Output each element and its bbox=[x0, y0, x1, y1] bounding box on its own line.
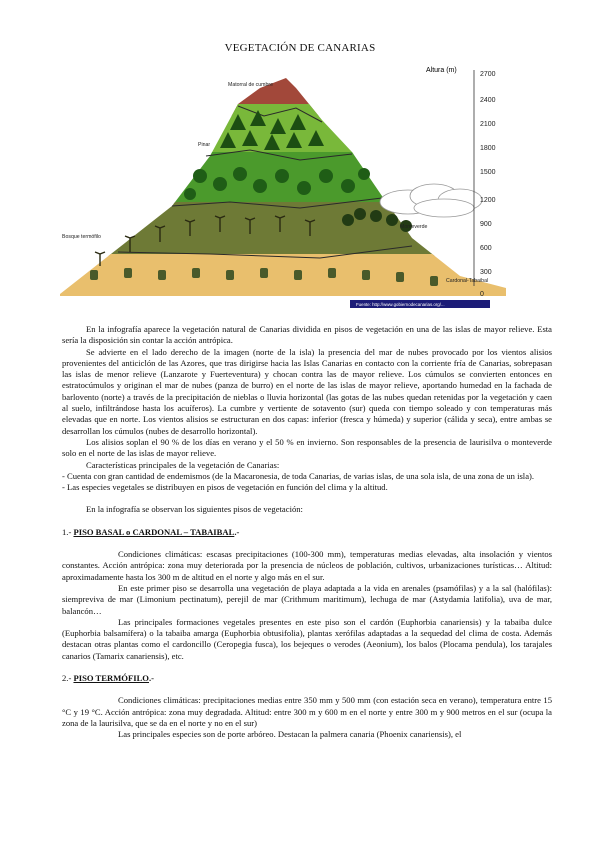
label-bosque: Bosque termófilo bbox=[62, 234, 101, 240]
altitude-label: Altura (m) bbox=[426, 67, 457, 74]
tick-label: 2400 bbox=[480, 97, 496, 104]
paragraph: Condiciones climáticas: escasas precipitaciones (100-300 mm), temperaturas medias elevadas, alta insolación y vientos constantes. Acción antrópica: zona muy deteriorada por la presencia de núcleos de población, cultivos, urbanizaciones turísticas… Altitud: aproximadamente hasta los 300 m de altitud en el norte y algo más en el sur. bbox=[62, 549, 552, 582]
section-heading-2: 2.- PISO TERMÓFILO.- bbox=[62, 673, 155, 684]
tick-label: 1800 bbox=[480, 145, 496, 152]
paragraph: Se advierte en el lado derecho de la imagen (norte de la isla) la presencia del mar de nubes provocado por los vientos alisios provenientes del anticiclón de las Azores, que tras dirigirse hacia las Islas Canarias en contacto con la corriente fría de Canarias, sobrepasan las islas de menor relieve (Lanzarote y Fuerteventura) y chocan contra las de mayor relieve. Los cúmulos se convierten entonces en estratocúmulos y originan el mar de nubes (panza de burro) en el norte de las islas de mayor relieve, aportando humedad en la fachada de barlovento (norte) a través de la precipitación de nieblas o lluvia horizontal (las gotas de las nubes quedan retenidas por la vegetación y caen al suelo, infiltrándose hasta los acuíferos). La cumbre y vertiente de sotavento (sur) queda con tiempo soleado y con temperaturas más elevadas que en norte. Los vientos alisios se estructuran en dos capas: inferior (fresca y húmeda) y superior (cálida y seca), entre ambas se desarrollan los cúmulos (nubes de desarrollo horizontal). bbox=[62, 346, 552, 436]
tick-label: 600 bbox=[480, 245, 492, 252]
label-summit: Matorral de cumbre bbox=[228, 82, 273, 88]
list-item: - Las especies vegetales se distribuyen en pisos de vegetación en función del clima y la altitud. bbox=[62, 482, 388, 493]
label-cardonal: Cardonal-Tabaibal bbox=[446, 278, 489, 284]
section-heading-1: 1.- PISO BASAL o CARDONAL – TABAIBAL.- bbox=[62, 526, 240, 537]
tick-label: 0 bbox=[480, 291, 484, 298]
figure-credit: Fuente: http://www.gobiernodecanarias.org/... bbox=[356, 302, 445, 307]
tick-label: 1200 bbox=[480, 197, 496, 204]
paragraph: En la infografía aparece la vegetación natural de Canarias dividida en pisos de vegetación en una de las islas de mayor relieve. Esta sería la disposición sin contar la acción antrópica. bbox=[62, 324, 552, 346]
vegetation-infographic bbox=[60, 56, 506, 310]
label-monteverde: Monteverde bbox=[400, 224, 428, 230]
paragraph: En la infografía se observan los siguientes pisos de vegetación: bbox=[86, 504, 303, 515]
tick-label: 900 bbox=[480, 221, 492, 228]
paragraph: Características principales de la vegetación de Canarias: bbox=[86, 459, 280, 470]
paragraph: Los alisios soplan el 90 % de los días en verano y el 50 % en invierno. Son responsables de la presencia de laurisilva o monteverde solo en el norte de las islas de mayor relieve. bbox=[62, 436, 552, 459]
paragraph: En este primer piso se desarrolla una vegetación de playa adaptada a la vida en arenales (psamófilas) y a la sal (halófilas): siempreviva de mar (Limonium pectinatum), perejil de mar (Crithmum maritimum), lechuga de mar (Astydamia latifolia), uva de mar, balancón… bbox=[62, 582, 552, 616]
paragraph: Condiciones climáticas: precipitaciones medias entre 350 mm y 500 mm (con estación seca en verano), temperatura entre 15 °C y 19 °C. Acción antrópica: zona muy degradada. Altitud: entre 300 m y 600 m en el norte y entre 300 m y 900 metros en el sur (ocupa la zona de la laurisilva, que se da en el norte y no en el sur) bbox=[62, 695, 552, 728]
paragraph: Las principales especies son de porte arbóreo. Destacan la palmera canaria (Phoenix canariensis), el bbox=[118, 729, 462, 740]
paragraph: Las principales formaciones vegetales presentes en este piso son el cardón (Euphorbia canariensis) y la tabaiba dulce (Euphorbia balsamífera) o la tabaiba amarga (Euphorbia obtusifolia), plantas xerófilas adaptadas a la sequedad del clima de costa. Además destacan otras plantas como el cardoncillo (Ceropegia fusca), los bejeques o verodes (Aeonium), los balos (Plocama pendula), los tarajales canarios (Tamarix canariensis), etc. bbox=[62, 616, 552, 661]
page-title: VEGETACIÓN DE CANARIAS bbox=[224, 42, 376, 54]
tick-label: 300 bbox=[480, 269, 492, 276]
body-text bbox=[62, 324, 552, 741]
list-item: - Cuenta con gran cantidad de endemismos (de la Macaronesia, de toda Canarias, de varias islas, de una sola isla, de una zona de un isla). bbox=[62, 470, 535, 481]
label-pinar: Pinar bbox=[198, 142, 211, 148]
tick-label: 2700 bbox=[480, 71, 496, 78]
tick-label: 1500 bbox=[480, 169, 496, 176]
tick-label: 2100 bbox=[480, 121, 496, 128]
